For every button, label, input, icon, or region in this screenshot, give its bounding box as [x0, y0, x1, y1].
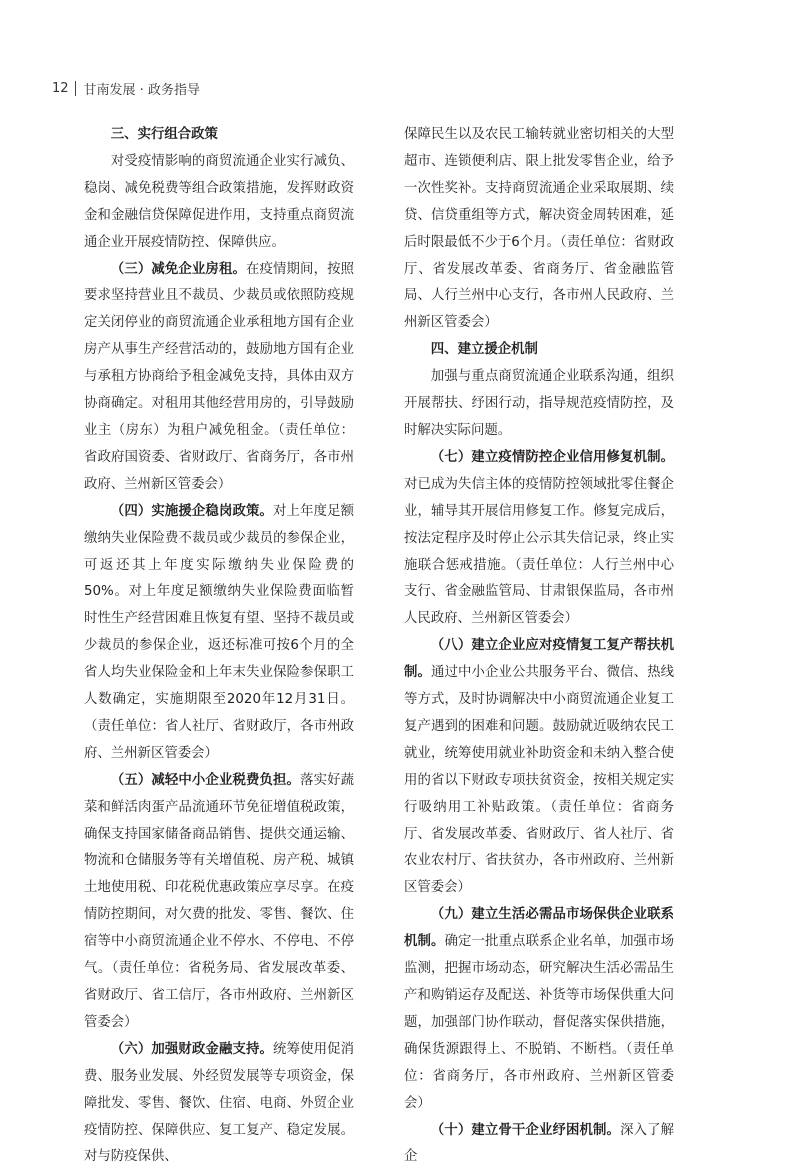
paragraph-text: 对受疫情影响的商贸流通企业实行减负、稳岗、减免税费等组合政策措施，发挥财政资金和金融信贷保障促进作用，支持重点商贸流通企业开展疫情防控、保障供应。 — [84, 153, 354, 250]
running-title: 甘南发展 · 政务指导 — [83, 82, 200, 98]
section-heading — [404, 337, 674, 364]
item-heading: （十）建立骨干企业纾困机制。 — [430, 1122, 621, 1138]
paragraph-text: 统筹使用促消费、服务业发展、外经贸发展等专项资金，保障批发、零售、餐饮、住宿、电商、外贸企业疫情防控、保障供应、复工复产、稳定发展。对与防疫保供、 — [84, 1041, 355, 1165]
paragraph — [84, 257, 354, 499]
paragraph-text: 落实好蔬菜和鲜活肉蛋产品流通环节免征增值税政策，确保支持国家储备商品销售、提供交通运输、物流和仓储服务等有关增值税、房产税、城镇土地使用税、印花税优惠政策应享尽享。在疫情防控期间，对欠费的批发、零售、餐饮、住宿等中小商贸流通企业不停水、不停电、不停气。（责任单位：省税务局、省发展改革委、省财政厅、省工信厅，各市州政府、兰州新区管委会） — [84, 772, 355, 1030]
paragraph — [404, 445, 674, 633]
section-heading-text: 四、建立援企机制 — [430, 342, 538, 358]
paragraph-text: 在疫情期间，按照要求坚持营业且不裁员、少裁员或依照防疫规定关闭停业的商贸流通企业承租地方国有企业房产从事生产经营活动的，鼓励地方国有企业与承租方协商给予租金减免支持，具体由双方协商确定。对租用其他经营用房的，引导鼓励业主（房东）为租户减免租金。（责任单位：省政府国资委、省财政厅、省商务厅，各市州政府、兰州新区管委会） — [84, 261, 355, 492]
paragraph — [84, 149, 354, 257]
left-column — [84, 122, 354, 1171]
paragraph-continuation — [404, 122, 674, 337]
page-header — [52, 76, 200, 100]
paragraph-text: 确定一批重点联系企业名单，加强市场监测，把握市场动态，研究解决生活必需品生产和购销运存及配送、补货等市场保供重大问题，加强部门协作联动，督促落实保供措施，确保货源跟得上、不脱销、不断档。（责任单位：省商务厅，各市州政府、兰州新区管委会） — [404, 934, 675, 1111]
item-heading: （六）加强财政金融支持。 — [110, 1041, 274, 1057]
paragraph — [404, 364, 674, 445]
paragraph — [84, 499, 354, 768]
paragraph-text: 深入了解企 — [404, 1122, 675, 1165]
header-divider — [75, 81, 76, 96]
item-heading: （五）减轻中小企业税费负担。 — [110, 772, 301, 788]
section-heading — [84, 122, 354, 149]
paragraph — [404, 633, 674, 902]
paragraph-text: 保障民生以及农民工输转就业密切相关的大型超市、连锁便利店、限上批发零售企业，给予一次性奖补。支持商贸流通企业采取展期、续贷、信贷重组等方式，解决资金周转困难，延后时限最低不少于6个月。（责任单位：省财政厅、省发展改革委、省商务厅、省金融监管局、人行兰州中心支行，各市州人民政府、兰州新区管委会） — [404, 127, 674, 331]
paragraph-text: 加强与重点商贸流通企业联系沟通，组织开展帮扶、纾困行动，指导规范疫情防控，及时解决实际问题。 — [404, 369, 674, 438]
paragraph — [84, 768, 354, 1037]
paragraph — [84, 1037, 354, 1171]
item-heading: （四）实施援企稳岗政策。 — [110, 503, 274, 519]
paragraph — [404, 902, 674, 1117]
right-column — [404, 122, 674, 1171]
item-heading: （三）减免企业房租。 — [110, 261, 246, 277]
page-number: 12 — [52, 80, 69, 96]
paragraph-text: 对已成为失信主体的疫情防控领域批零住餐企业，辅导其开展信用修复工作。修复完成后，按法定程序及时停止公示其失信记录，终止实施联合惩戒措施。（责任单位：人行兰州中心支行、省金融监管局、甘肃银保监局，各市州人民政府、兰州新区管委会） — [404, 476, 674, 627]
paragraph — [404, 1118, 674, 1171]
item-heading: （七）建立疫情防控企业信用修复机制。 — [430, 449, 674, 465]
item-heading: （八）建立企业应对疫情复工复产帮扶机制。 — [404, 638, 674, 681]
paragraph-text: 对上年度足额缴纳失业保险费不裁员或少裁员的参保企业，可返还其上年度实际缴纳失业保险费的50%。对上年度足额缴纳失业保险费面临暂时性生产经营困难且恢复有望、坚持不裁员或少裁员的参保企业，返还标准可按6个月的全省人均失业保险金和上年末失业保险参保职工人数确定，实施期限至2020年12月31日。（责任单位：省人社厅、省财政厅，各市州政府、兰州新区管委会） — [84, 503, 355, 761]
section-heading-text: 三、实行组合政策 — [110, 127, 218, 142]
item-heading: （九）建立生活必需品市场保供企业联系机制。 — [404, 907, 674, 950]
paragraph-text: 通过中小企业公共服务平台、微信、热线等方式，及时协调解决中小商贸流通企业复工复产遇到的困难和问题。鼓励就近吸纳农民工就业，统筹使用就业补助资金和未纳入整合使用的省以下财政专项扶贫资金，按相关规定实行吸纳用工补贴政策。（责任单位：省商务厅、省发展改革委、省财政厅、省人社厅、省农业农村厅、省扶贫办，各市州政府、兰州新区管委会） — [404, 665, 675, 896]
